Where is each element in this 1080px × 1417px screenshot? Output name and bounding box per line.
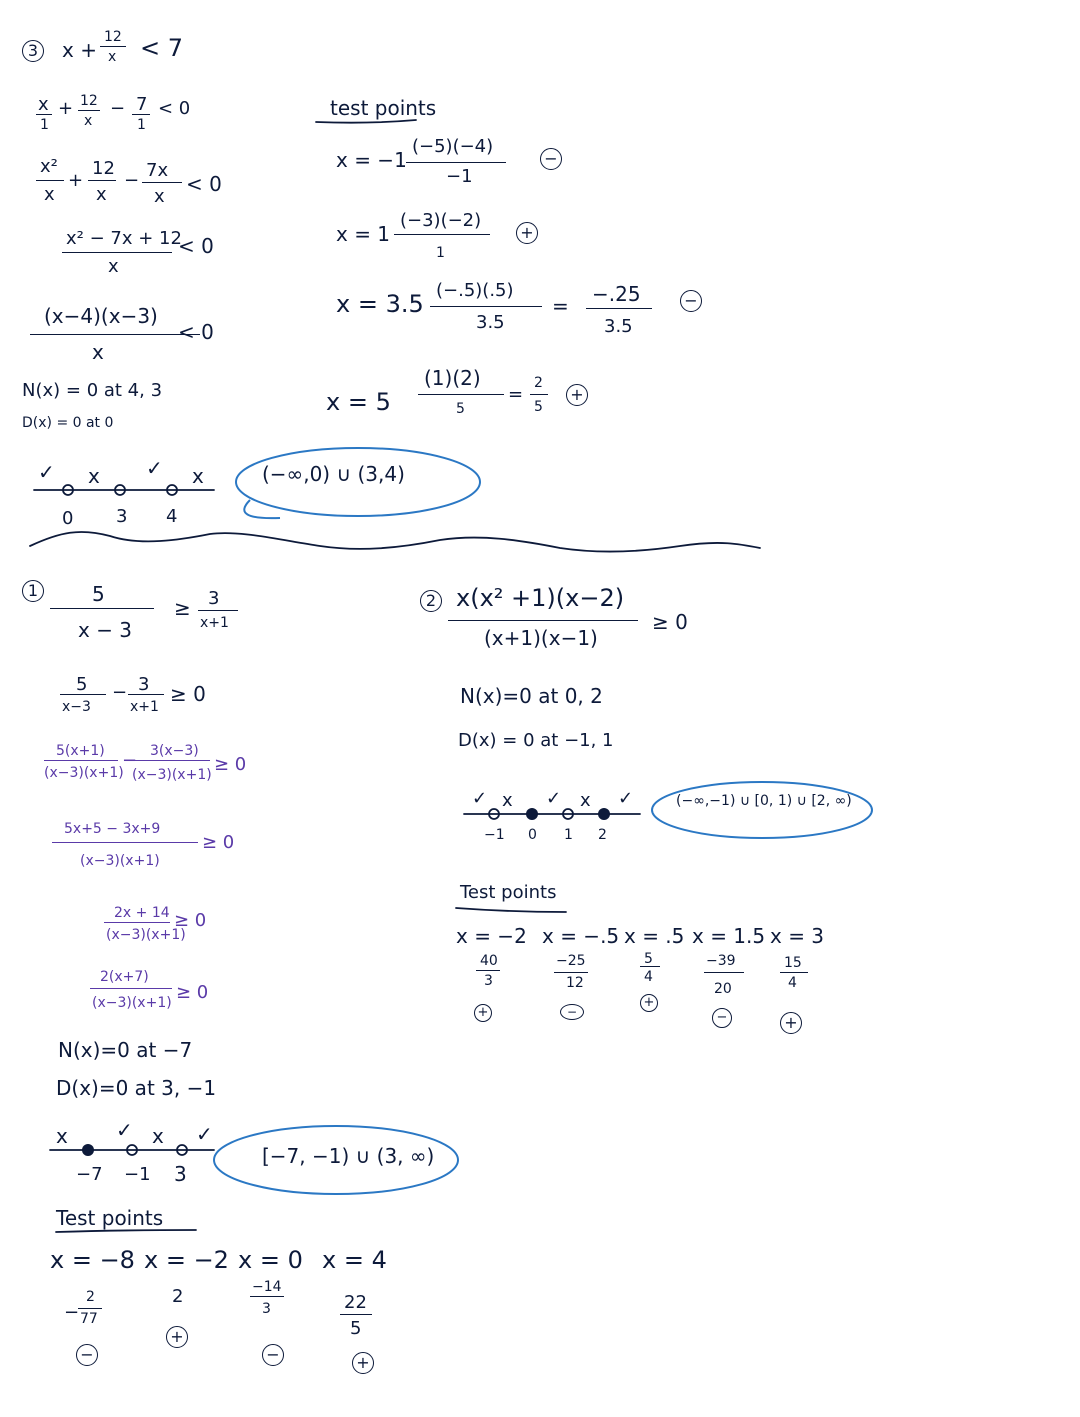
- p1-l0-rd: x+1: [200, 615, 229, 631]
- p3-tp3-eq: =: [552, 294, 569, 318]
- p2-nx: N(x)=0 at 0, 2: [460, 684, 603, 708]
- p2-tp5-sign: +: [780, 1012, 802, 1034]
- p3-tp3-x: x = 3.5: [336, 290, 424, 318]
- p3-s1-b-d: x: [84, 113, 93, 129]
- p1-tp3-n: −14: [252, 1279, 282, 1295]
- p3-ineq-frac-d: x: [108, 49, 117, 65]
- p1-sign-4: ✓: [196, 1122, 213, 1146]
- p1-l5-rel: ≥ 0: [176, 982, 209, 1003]
- p1-l1-n2: 3: [138, 674, 150, 695]
- problem-number-2: 2: [420, 590, 442, 612]
- p2-rel: ≥ 0: [652, 610, 688, 634]
- p2-tp1-sign: +: [474, 1004, 492, 1022]
- p1-l0-d: x − 3: [78, 618, 133, 642]
- p1-l2-d1: (x−3)(x+1): [44, 765, 124, 781]
- p3-s1-c: 7: [136, 94, 148, 115]
- p1-nx: N(x)=0 at −7: [58, 1038, 193, 1062]
- p1-l3-d: (x−3)(x+1): [80, 853, 160, 869]
- p3-s4-n: (x−4)(x−3): [44, 304, 158, 328]
- p1-l1-op: −: [112, 682, 128, 703]
- p1-l5-n: 2(x+7): [100, 969, 149, 985]
- p2-tp2-n: −25: [556, 953, 586, 969]
- p3-tick-4: 4: [166, 506, 178, 527]
- p1-l5-d: (x−3)(x+1): [92, 995, 172, 1011]
- p1-l4-d: (x−3)(x+1): [106, 927, 186, 943]
- p1-l4-n: 2x + 14: [114, 905, 170, 921]
- p3-tp3-n: (−.5)(.5): [436, 280, 514, 301]
- closed-dot-2: [598, 808, 610, 820]
- p1-tp4-x: x = 4: [322, 1246, 387, 1274]
- p2-sign-5: ✓: [618, 788, 634, 809]
- p1-sign-1: x: [56, 1124, 68, 1148]
- p3-tp1-x: x = −1: [336, 148, 407, 172]
- p3-tp2-x: x = 1: [336, 222, 391, 246]
- underline-test-points-2: [456, 908, 566, 912]
- p2-tick-1: 1: [564, 827, 573, 843]
- p3-nx: N(x) = 0 at 4, 3: [22, 380, 163, 401]
- p2-tp2-x: x = −.5: [542, 924, 620, 948]
- p3-tp2-sign: +: [516, 222, 538, 244]
- p1-tp2-x: x = −2: [144, 1246, 229, 1274]
- p1-tp1-neg: −: [64, 1302, 80, 1323]
- p3-tp4-d: 5: [456, 401, 465, 417]
- p1-l4-rel: ≥ 0: [174, 910, 207, 931]
- p3-answer: (−∞,0) ∪ (3,4): [262, 462, 405, 486]
- p1-tp2-sign: +: [166, 1326, 188, 1348]
- p1-l2-op: −: [122, 750, 138, 771]
- p3-tick-3: 3: [116, 506, 128, 527]
- p1-tp1-d: 77: [80, 1311, 98, 1327]
- p3-tp1-d: −1: [446, 166, 473, 187]
- p3-tp4-n2: 2: [534, 375, 543, 391]
- p3-tp4-x: x = 5: [326, 388, 391, 416]
- p2-sign-1: ✓: [472, 788, 488, 809]
- p2-tp5-n: 15: [784, 955, 802, 971]
- p3-s1-c-d: 1: [137, 117, 146, 133]
- p1-l2-rel: ≥ 0: [214, 754, 247, 775]
- p3-tp4-d2: 5: [534, 399, 543, 415]
- p1-tp4-d: 5: [350, 1318, 362, 1339]
- p1-l1-d1: x−3: [62, 699, 91, 715]
- p2-tp4-n: −39: [706, 953, 736, 969]
- p3-s3-n: x² − 7x + 12: [66, 228, 182, 249]
- p1-tp1-sign: −: [76, 1344, 98, 1366]
- p2-tp4-x: x = 1.5: [692, 924, 766, 948]
- p2-tick-neg1: −1: [484, 827, 505, 843]
- p1-testpoints-title: Test points: [56, 1206, 164, 1230]
- p3-sign-1: ✓: [38, 460, 55, 484]
- p3-dx: D(x) = 0 at 0: [22, 415, 114, 431]
- p1-tp2-v: 2: [172, 1286, 184, 1307]
- p1-tp4-n: 22: [344, 1292, 367, 1313]
- p2-tp5-d: 4: [788, 975, 797, 991]
- p3-testpoints-title: test points: [330, 96, 437, 120]
- p2-testpoints-title: Test points: [460, 882, 557, 903]
- p3-s1-a: x: [38, 94, 49, 115]
- p2-tp3-d: 4: [644, 969, 653, 985]
- p3-s3-d: x: [108, 256, 119, 277]
- p1-tp3-x: x = 0: [238, 1246, 303, 1274]
- p2-tp2-sign: −: [560, 1004, 584, 1020]
- answer-oval-1: [214, 1126, 458, 1194]
- answer-oval-2: [652, 782, 872, 838]
- p3-tp1-n: (−5)(−4): [412, 136, 494, 157]
- p3-sign-3: ✓: [146, 456, 163, 480]
- p2-tp3-sign: +: [640, 994, 658, 1012]
- problem-number-3: 3: [22, 40, 44, 62]
- answer-oval-3: [236, 448, 480, 516]
- p3-s2-a: x²: [40, 156, 58, 177]
- p3-tp4-sign: +: [566, 384, 588, 406]
- p1-dx: D(x)=0 at 3, −1: [56, 1076, 217, 1100]
- p1-l0-rn: 3: [208, 588, 220, 609]
- p2-tp4-sign: −: [712, 1008, 732, 1028]
- p1-tp4-sign: +: [352, 1352, 374, 1374]
- p1-tick-3: 3: [174, 1162, 187, 1186]
- p1-tp3-sign: −: [262, 1344, 284, 1366]
- p2-tp1-n: 40: [480, 953, 498, 969]
- p2-sign-4: x: [580, 790, 591, 811]
- p2-tp3-n: 5: [644, 951, 653, 967]
- p3-s2-a-d: x: [44, 184, 55, 205]
- p1-answer: [−7, −1) ∪ (3, ∞): [262, 1144, 435, 1168]
- closed-dot-0: [526, 808, 538, 820]
- p2-tp5-x: x = 3: [770, 924, 825, 948]
- p3-tp2-d: 1: [436, 245, 445, 261]
- p3-tick-0: 0: [62, 508, 74, 529]
- p3-s2-b: 12: [92, 158, 115, 179]
- p1-sign-2: ✓: [116, 1118, 133, 1142]
- p1-l0-n: 5: [92, 582, 105, 606]
- p3-s2-rel: < 0: [186, 172, 222, 196]
- p3-s2-c-d: x: [154, 186, 165, 207]
- closed-dot-neg7: [82, 1144, 94, 1156]
- p3-s1-a-d: 1: [40, 117, 49, 133]
- p2-sign-2: x: [502, 790, 513, 811]
- underline-test-points-1: [56, 1230, 196, 1232]
- p3-sign-4: x: [192, 464, 204, 488]
- p3-s4-d: x: [92, 340, 104, 364]
- p2-tick-2: 2: [598, 827, 607, 843]
- wavy-divider: [30, 532, 760, 552]
- p3-sign-2: x: [88, 464, 100, 488]
- p1-tick-neg1: −1: [124, 1164, 151, 1185]
- p3-ineq-frac-n: 12: [104, 29, 122, 45]
- p3-tp3-d2: 3.5: [604, 316, 633, 337]
- p3-tp1-sign: −: [540, 148, 562, 170]
- p1-l1-n1: 5: [76, 674, 88, 695]
- p2-n: x(x² +1)(x−2): [456, 584, 625, 612]
- p2-answer: (−∞,−1) ∪ [0, 1) ∪ [2, ∞): [676, 793, 852, 809]
- p2-tp1-x: x = −2: [456, 924, 527, 948]
- p1-tp1-n: 2: [86, 1289, 95, 1305]
- p3-tp3-d: 3.5: [476, 312, 505, 333]
- p1-l3-n: 5x+5 − 3x+9: [64, 821, 161, 837]
- p3-s3-rel: < 0: [178, 234, 214, 258]
- p3-s1-b: 12: [80, 93, 98, 109]
- p2-d: (x+1)(x−1): [484, 626, 598, 650]
- p2-sign-3: ✓: [546, 788, 562, 809]
- problem-number-1: 1: [22, 580, 44, 602]
- p1-l2-n2: 3(x−3): [150, 743, 199, 759]
- p1-l1-rel: ≥ 0: [170, 682, 206, 706]
- p2-tp3-x: x = .5: [624, 924, 685, 948]
- underline-test-points: [316, 120, 416, 123]
- p1-tick-neg7: −7: [76, 1164, 103, 1185]
- p3-ineq-a: x +: [62, 38, 97, 62]
- p3-tp3-sign: −: [680, 290, 702, 312]
- p1-sign-3: x: [152, 1124, 164, 1148]
- p3-ineq-b: < 7: [140, 34, 184, 62]
- p1-tp3-d: 3: [262, 1301, 271, 1317]
- p3-s2-c: 7x: [146, 160, 169, 181]
- p3-tp4-n: (1)(2): [424, 366, 481, 390]
- p2-dx: D(x) = 0 at −1, 1: [458, 730, 614, 751]
- p3-s2-b-d: x: [96, 184, 107, 205]
- p2-tp2-d: 12: [566, 975, 584, 991]
- p3-s1-rel: < 0: [158, 98, 191, 119]
- p1-tp1-x: x = −8: [50, 1246, 135, 1274]
- p1-l2-d2: (x−3)(x+1): [132, 767, 212, 783]
- p2-tp4-d: 20: [714, 981, 732, 997]
- p3-tp4-eq: =: [508, 384, 524, 405]
- p3-tp2-n: (−3)(−2): [400, 210, 482, 231]
- p1-l2-n1: 5(x+1): [56, 743, 105, 759]
- p1-l1-d2: x+1: [130, 699, 159, 715]
- p1-l0-rel: ≥: [174, 596, 191, 620]
- p2-tick-0: 0: [528, 827, 537, 843]
- p1-l3-rel: ≥ 0: [202, 832, 235, 853]
- p3-s4-rel: < 0: [178, 320, 214, 344]
- p3-tp3-n2: −.25: [592, 282, 641, 306]
- p2-tp1-d: 3: [484, 973, 493, 989]
